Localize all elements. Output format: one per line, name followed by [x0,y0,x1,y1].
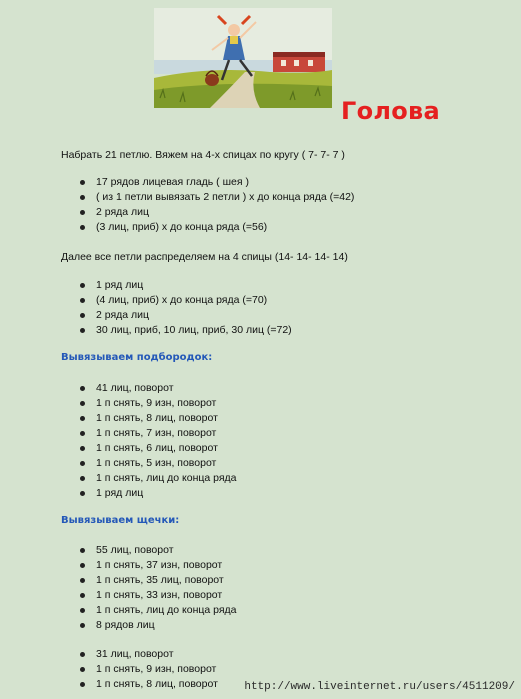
list-item: 1 п снять, 35 лиц, поворот [80,573,237,588]
list-item: 1 п снять, 7 изн, поворот [80,426,237,441]
list-item: 1 п снять, 33 изн, поворот [80,588,237,603]
list-item: 1 п снять, лиц до конца ряда [80,603,237,618]
girl-with-basket-illustration [150,8,335,108]
list-item: (4 лиц, приб) х до конца ряда (=70) [80,293,292,308]
paragraph-text: Далее все петли распределяем на 4 спицы (14- 14- 14- 14) [61,251,348,263]
section-title-cheeks: Вывязываем щечки: [61,515,180,526]
list-item: 2 ряда лиц [80,205,354,220]
instruction-list-1 [80,175,354,235]
list-item: (3 лиц, приб) х до конца ряда (=56) [80,220,354,235]
list-item: 55 лиц, поворот [80,543,237,558]
list-item: 30 лиц, приб, 10 лиц, приб, 30 лиц (=72) [80,323,292,338]
intro-text: Набрать 21 петлю. Вяжем на 4-х спицах по кругу ( 7- 7- 7 ) [61,149,345,161]
list-item: 1 п снять, 5 изн, поворот [80,456,237,471]
instruction-list-cheeks [80,543,237,633]
watermark-url: http://www.liveinternet.ru/users/4511209/ [244,681,515,693]
list-item: 1 п снять, 9 изн, поворот [80,662,218,677]
page-title: Голова [341,97,441,125]
list-item: 2 ряда лиц [80,308,292,323]
list-item: 1 п снять, 8 лиц, поворот [80,677,218,692]
list-item: 1 п снять, лиц до конца ряда [80,471,237,486]
list-item: 1 ряд лиц [80,486,237,501]
instruction-list-2 [80,278,292,338]
instruction-list-chin [80,381,237,501]
list-item: 1 п снять, 6 лиц, поворот [80,441,237,456]
list-item: 1 п снять, 37 изн, поворот [80,558,237,573]
instruction-list-cheeks-2 [80,647,218,692]
list-item: 31 лиц, поворот [80,647,218,662]
section-title-chin: Вывязываем подбородок: [61,352,213,363]
list-item: 1 п снять, 8 лиц, поворот [80,411,237,426]
list-item: 1 п снять, 9 изн, поворот [80,396,237,411]
list-item: 17 рядов лицевая гладь ( шея ) [80,175,354,190]
list-item: 1 ряд лиц [80,278,292,293]
list-item: ( из 1 петли вывязать 2 петли ) х до конца ряда (=42) [80,190,354,205]
list-item: 41 лиц, поворот [80,381,237,396]
list-item: 8 рядов лиц [80,618,237,633]
